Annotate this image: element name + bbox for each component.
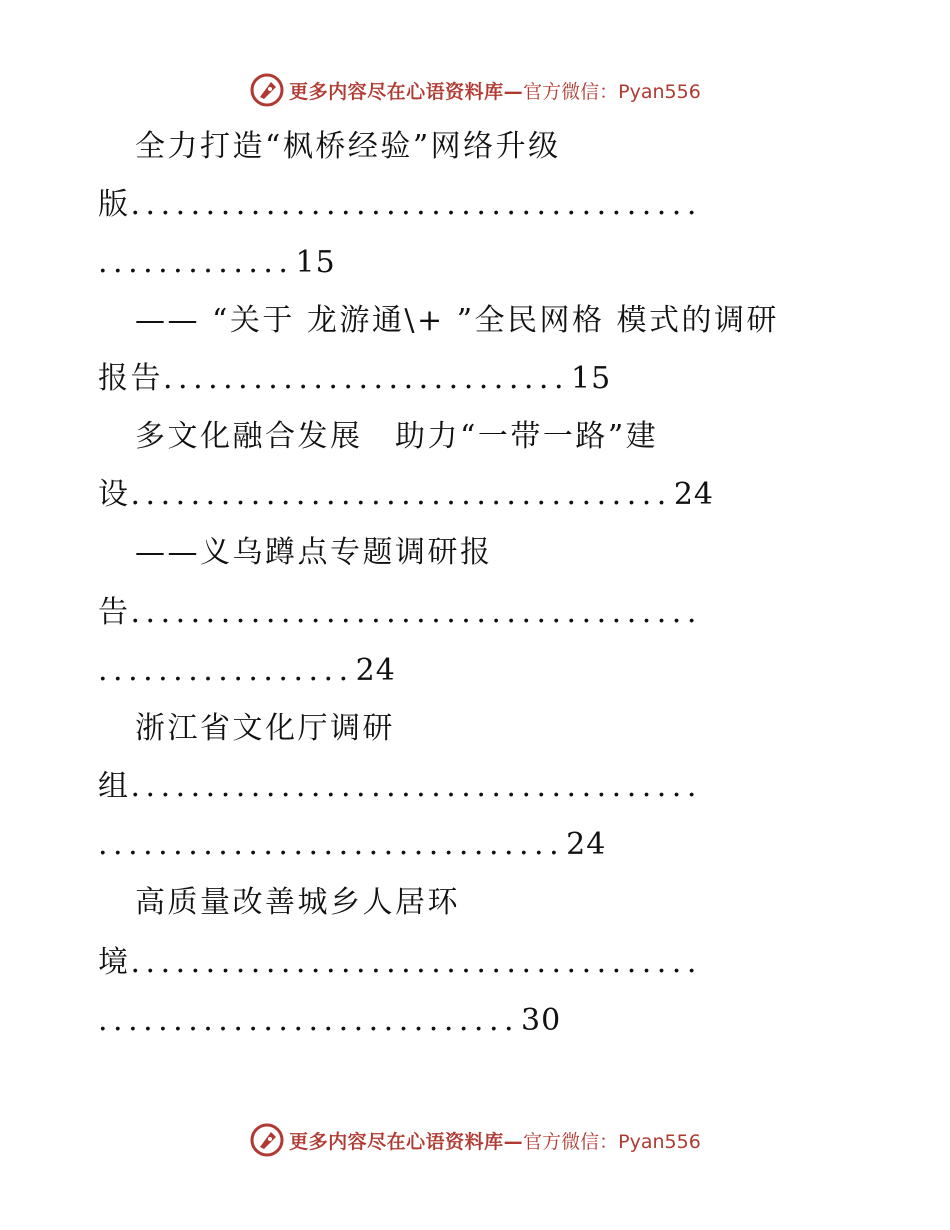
footer-banner [0, 1120, 950, 1160]
banner-text: 更多内容尽在心语资料库— [289, 1130, 524, 1153]
toc-title-line: —— “关于 龙游通\+ ”全民网格 模式的调研 [135, 303, 780, 338]
toc-page-number: 24 [355, 653, 396, 688]
pen-nib-icon [249, 1122, 285, 1158]
toc-dot-line: 设....................................24 [98, 477, 714, 512]
toc-page-number: 24 [673, 477, 714, 512]
pen-nib-icon [249, 72, 285, 108]
toc-page-number: 15 [570, 361, 612, 396]
toc-dot-line: 告...................................... [98, 595, 702, 630]
header-banner [0, 70, 950, 110]
toc-title-line: 全力打造“枫桥经验”网络升级 [135, 129, 561, 164]
toc-page-line: ...............................24 [98, 827, 607, 862]
toc-title-line: ——义乌蹲点专题调研报 [135, 535, 493, 570]
banner-wechat: 官方微信：Pyan556 [523, 1130, 701, 1153]
toc-page-line: .................24 [98, 653, 396, 688]
toc-dot-line: 版...................................... [98, 187, 702, 222]
toc-page-number: 15 [295, 245, 336, 280]
toc-page-line: ............................30 [98, 1003, 562, 1038]
toc-title-line: 浙江省文化厅调研 [135, 711, 395, 746]
toc-title-line: 高质量改善城乡人居环 [135, 885, 460, 920]
banner-wechat: 官方微信：Pyan556 [523, 80, 701, 103]
toc-dot-line: 境...................................... [98, 945, 702, 980]
toc-page-number: 30 [521, 1003, 562, 1038]
banner-text: 更多内容尽在心语资料库— [289, 80, 524, 103]
toc-page-line: .............15 [98, 245, 336, 280]
toc-page-number: 24 [566, 827, 607, 862]
toc-dot-line: 报告...........................15 [98, 361, 612, 396]
toc-title-line: 多文化融合发展 助力“一带一路”建 [135, 419, 659, 454]
toc-dot-line: 组...................................... [98, 769, 702, 804]
